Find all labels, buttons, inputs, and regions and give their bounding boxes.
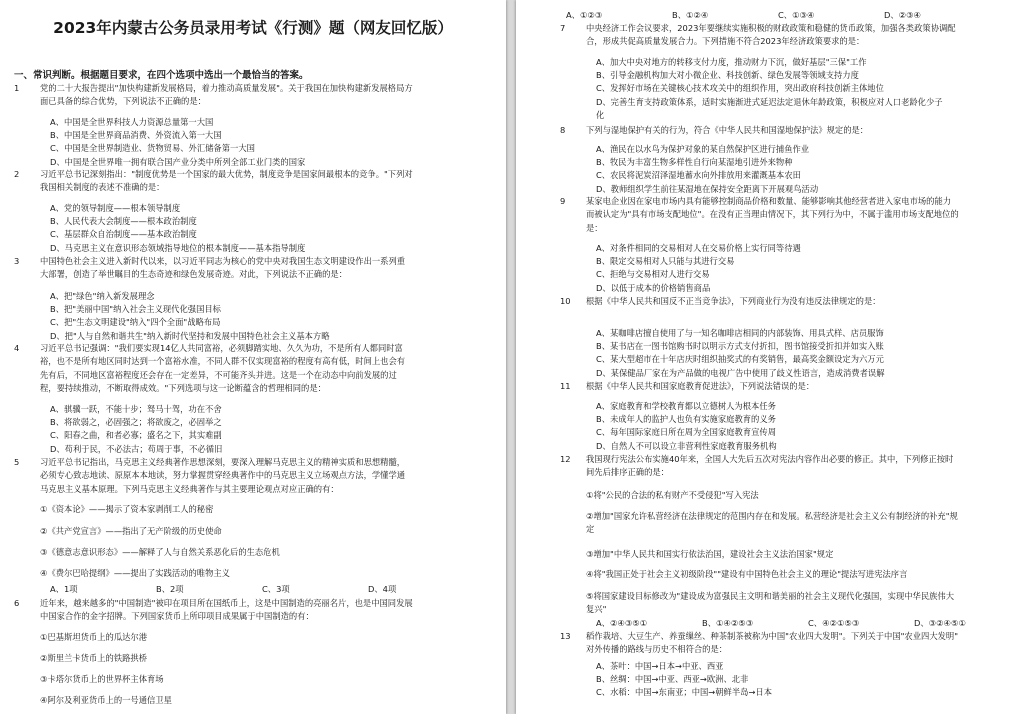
question-text-line: 对外传播的路线与历史不相符合的是： bbox=[586, 644, 728, 655]
answer-option: C、某大型超市在十年店庆时组织抽奖式的有奖销售，最高奖金额设定为六万元 bbox=[596, 354, 884, 365]
question-text-line: 先有后，不同地区富裕程度还会存在一定差异，不可能齐头并进。这是一个在动态中向前发展的过 bbox=[40, 369, 397, 380]
answer-option: B、某书店在一图书馆购书时以明示方式支付折扣，图书馆接受折扣并如实入账 bbox=[596, 341, 884, 352]
question-text-line: 习近平总书记深刻指出："制度优势是一个国家的最大优势，制度竞争是国家间最根本的竞争。"下列对 bbox=[40, 169, 413, 179]
statement-item bbox=[586, 568, 1016, 581]
statement-item bbox=[586, 590, 1016, 617]
question-text-line: 合，形成共促高质量发展合力。下列措施不符合2023年经济政策要求的是： bbox=[586, 36, 865, 47]
question-text-line: 稻作栽培、大豆生产、养蚕缫丝、种茶制茶被称为中国"农业四大发明"。下列关于中国"农业四大发明" bbox=[586, 631, 959, 641]
answer-option: B、人民代表大会制度——根本政治制度 bbox=[50, 216, 197, 227]
question-text bbox=[40, 82, 500, 109]
document-page-left bbox=[0, 0, 506, 714]
question-text-line: 下列与湿地保护有关的行为，符合《中华人民共和国湿地保护法》规定的是： bbox=[586, 125, 869, 135]
answer-option: A、对条件相同的交易相对人在交易价格上实行同等待遇 bbox=[596, 243, 801, 253]
document-page-right bbox=[516, 0, 1024, 714]
question-text-line: 面已具备的综合优势，下列说法不正确的是： bbox=[40, 96, 206, 107]
answer-option: D、自然人不可以设立非营利性家庭教育服务机构 bbox=[596, 440, 777, 451]
question-text-line: 我国相关制度的表述不准确的是： bbox=[40, 182, 165, 193]
question-text-line: 大部署，创造了举世瞩目的生态奇迹和绿色发展奇迹。对此，下列说法不正确的是： bbox=[40, 269, 347, 280]
question-number: 7 bbox=[560, 23, 566, 33]
answer-option: B、未成年人的监护人也负有实施家庭教育的义务 bbox=[596, 414, 776, 425]
answer-option: D、教师组织学生前往某湿地在保持安全距离下开展观鸟活动 bbox=[596, 183, 819, 194]
statement-item: ②《共产党宣言》——指出了无产阶级的历史使命 bbox=[40, 526, 222, 536]
answer-option: C、阳春之曲，和者必寡；盛名之下，其实难副 bbox=[50, 430, 222, 441]
question-text-line: 习近平总书记指出，马克思主义经典著作思想深刻，要深入理解马克思主义的精神实质和思想精髓， bbox=[40, 457, 406, 467]
statement-item bbox=[586, 510, 1016, 537]
question-number: 3 bbox=[14, 256, 20, 266]
statement-line: ③增加"中华人民共和国实行依法治国，建设社会主义法治国家"规定 bbox=[586, 549, 834, 559]
question-text-line: 根据《中华人民共和国家庭教育促进法》，下列说法错误的是： bbox=[586, 381, 815, 391]
answer-choices-row bbox=[50, 583, 474, 596]
answer-choice: B、2项 bbox=[156, 584, 184, 594]
statement-item: ③卡塔尔货币上的世界杯主体育场 bbox=[40, 674, 164, 684]
question-number: 13 bbox=[560, 631, 571, 641]
question-number: 10 bbox=[560, 296, 571, 306]
statement-item: ③《德意志意识形态》——解释了人与自然关系恶化后的生态危机 bbox=[40, 547, 280, 557]
answer-choice: C、①③④ bbox=[778, 10, 815, 20]
section-heading: 一、常识判断。根据题目要求，在四个选项中选出一个最恰当的答案。 bbox=[14, 70, 309, 81]
statement-line: ④将"我国正处于社会主义初级阶段""建设有中国特色社会主义的理论"提法写进宪法序言 bbox=[586, 569, 908, 579]
question-text-line: 我国现行宪法公布实施40年来，全国人大先后五次对宪法内容作出必要的修正。其中，下列修正按时 bbox=[586, 454, 954, 464]
question-text-line: 裕，也不是所有地区同时达到一个富裕水准，不同人群不仅实现富裕的程度有高有低，时间上也会有 bbox=[40, 356, 406, 367]
statement-item: ①巴基斯坦货币上的瓜达尔港 bbox=[40, 632, 148, 642]
answer-choice: D、4项 bbox=[368, 584, 397, 594]
statement-item: ①《资本论》——揭示了资本家剥削工人的秘密 bbox=[40, 504, 214, 514]
question-text-line: 习近平总书记强调："我们要实现14亿人共同富裕，必须脚踏实地、久久为功，不是所有人都同时富 bbox=[40, 343, 403, 353]
question-number: 4 bbox=[14, 343, 20, 353]
answer-option: C、发挥好市场在关键核心技术攻关中的组织作用，突出政府科技创新主体地位 bbox=[596, 83, 884, 94]
answer-option: D、某保健品厂家在为产品做的电视广告中使用了歧义性语言，造成消费者误解 bbox=[596, 367, 885, 378]
question-text bbox=[586, 124, 1016, 137]
question-text-line: 某家电企业因在家电市场内具有能够控制商品价格和数量、能够影响其他经营者进入家电市场的能力 bbox=[586, 196, 952, 206]
question-text-line: 中央经济工作会议要求，2023年要继续实施积极的财政政策和稳健的货币政策，加强各类政策协调配 bbox=[586, 23, 956, 33]
answer-choices-row bbox=[566, 9, 990, 22]
answer-option: B、中国是全世界商品消费、外资流入第一大国 bbox=[50, 130, 222, 141]
answer-choice: C、④②①⑤③ bbox=[808, 618, 860, 628]
answer-option: D、以低于成本的价格销售商品 bbox=[596, 282, 711, 293]
question-text-line: 间先后排序正确的是： bbox=[586, 467, 669, 478]
answer-choices-row bbox=[596, 617, 1020, 630]
question-number: 1 bbox=[14, 83, 20, 93]
answer-option: B、引导金融机构加大对小微企业、科技创新、绿色发展等领域支持力度 bbox=[596, 70, 859, 81]
question-number: 2 bbox=[14, 169, 20, 179]
question-text bbox=[586, 630, 1016, 657]
question-text bbox=[586, 22, 1016, 49]
question-text-line: 中国家合作的金字招牌。下列国家货币上所印项目成果属于中国制造的有： bbox=[40, 611, 314, 622]
answer-option: C、中国是全世界制造业、货物贸易、外汇储备第一大国 bbox=[50, 143, 255, 154]
question-number: 8 bbox=[560, 125, 566, 135]
statement-line: 定 bbox=[586, 524, 595, 535]
question-text bbox=[586, 295, 1016, 308]
statement-item: ④《费尔巴哈提纲》——提出了实践活动的唯物主义 bbox=[40, 568, 230, 578]
statement-line: ⑤将国家建设目标修改为"建设成为富强民主文明和谐美丽的社会主义现代化强国，实现中华民族伟大 bbox=[586, 591, 955, 601]
answer-choice: C、3项 bbox=[262, 584, 290, 594]
answer-option: A、茶叶：中国→日本→中亚、西亚 bbox=[596, 661, 724, 671]
question-text-line: 党的二十大报告提出"加快构建新发展格局，着力推动高质量发展"。关于我国在加快构建新发展格局方 bbox=[40, 83, 413, 93]
answer-option: A、把"绿色"纳入新发展理念 bbox=[50, 291, 155, 301]
answer-choice: D、②③④ bbox=[884, 10, 921, 20]
statement-line: ①将"公民的合法的私有财产不受侵犯"写入宪法 bbox=[586, 490, 759, 500]
question-number: 9 bbox=[560, 196, 566, 206]
answer-option: A、家庭教育和学校教育都以立德树人为根本任务 bbox=[596, 401, 776, 411]
question-text-line: 必须专心致志地读、原原本本地读，努力掌握贯穿经典著作中的马克思主义立场观点方法，学懂学通 bbox=[40, 470, 406, 481]
question-text-line: 是： bbox=[586, 222, 603, 233]
answer-option: D、中国是全世界唯一拥有联合国产业分类中所列全部工业门类的国家 bbox=[50, 156, 306, 167]
answer-option: A、渔民在以水鸟为保护对象的某自然保护区进行捕鱼作业 bbox=[596, 144, 810, 154]
question-number: 5 bbox=[14, 457, 20, 467]
question-number: 12 bbox=[560, 454, 571, 464]
statement-item bbox=[586, 489, 1016, 502]
answer-option: B、将欲弱之，必固强之；将欲废之，必固举之 bbox=[50, 417, 222, 428]
answer-option: B、丝绸：中国→中亚、西亚→欧洲、北非 bbox=[596, 674, 749, 685]
answer-option: C、拒绝与交易相对人进行交易 bbox=[596, 269, 710, 280]
question-text bbox=[40, 168, 500, 195]
answer-option: C、水稻：中国→东南亚；中国→朝鲜半岛→日本 bbox=[596, 687, 772, 698]
statement-item bbox=[586, 548, 1016, 561]
question-text bbox=[40, 597, 500, 624]
question-text-line: 而被认定为"具有市场支配地位"。在没有正当理由情况下，其下列行为中，不属于滥用市场支配地位的 bbox=[586, 209, 959, 220]
answer-choice: D、③②④⑤① bbox=[914, 618, 966, 628]
question-text bbox=[40, 342, 500, 395]
statement-item: ②斯里兰卡货币上的铁路拱桥 bbox=[40, 653, 148, 663]
question-text bbox=[586, 453, 1016, 480]
question-text-line: 程，要持续推动，不断取得成效。"下列选项与这一论断蕴含的哲理相同的是： bbox=[40, 382, 326, 393]
answer-option: A、党的领导制度——根本领导制度 bbox=[50, 203, 181, 213]
answer-option: D、马克思主义在意识形态领域指导地位的根本制度——基本指导制度 bbox=[50, 242, 306, 253]
answer-option: A、骐骥一跃，不能十步；驽马十驾，功在不舍 bbox=[50, 404, 222, 414]
statement-item: ④阿尔及利亚货币上的一号通信卫星 bbox=[40, 695, 172, 705]
answer-option: C、把"生态文明建设"纳入"四个全面"战略布局 bbox=[50, 317, 221, 328]
answer-option: C、基层群众自治制度——基本政治制度 bbox=[50, 229, 197, 240]
question-text-line: 近年来，越来越多的"中国制造"被印在项目所在国纸币上，这是中国制造的亮丽名片，也是中国同发展 bbox=[40, 598, 413, 608]
question-text-line: 根据《中华人民共和国反不正当竞争法》，下列商业行为没有违反法律规定的是： bbox=[586, 296, 881, 306]
answer-choice: A、②④③⑤① bbox=[596, 618, 648, 628]
question-text bbox=[40, 255, 500, 282]
answer-choice: A、1项 bbox=[50, 584, 78, 594]
answer-option: D、苟利于民，不必法古；苟周于事，不必循旧 bbox=[50, 443, 223, 454]
question-text bbox=[586, 380, 1016, 393]
answer-choice: A、①②③ bbox=[566, 10, 603, 20]
question-number: 6 bbox=[14, 598, 20, 608]
statement-line: 复兴" bbox=[586, 604, 607, 615]
question-text-line: 马克思主义基本原理。下列马克思主义经典著作与其主要理论观点对应正确的有： bbox=[40, 483, 339, 494]
answer-option: B、把"美丽中国"纳入社会主义现代化强国目标 bbox=[50, 304, 221, 315]
answer-option: B、牧民为丰富生物多样性自行向某湿地引进外来物种 bbox=[596, 157, 793, 168]
answer-option: A、中国是全世界科技人力资源总量第一大国 bbox=[50, 117, 214, 127]
question-number: 11 bbox=[560, 381, 571, 391]
answer-option: A、某咖啡店擅自使用了与一知名咖啡店相同的内部装饰、用具式样、店员服饰 bbox=[596, 328, 884, 338]
answer-choice: B、①④②⑤③ bbox=[702, 618, 754, 628]
answer-option: C、农民将泥炭沼泽湿地蓄水向外排放用来灌溉基本农田 bbox=[596, 170, 801, 181]
answer-option: A、加大中央对地方的转移支付力度，推动财力下沉，做好基层"三保"工作 bbox=[596, 57, 867, 67]
question-text bbox=[586, 195, 1016, 235]
answer-option: D、完善生育支持政策体系，适时实施渐进式延迟法定退休年龄政策，积极应对人口老龄化少子 bbox=[596, 96, 943, 107]
answer-option: 化 bbox=[596, 109, 605, 120]
answer-option: D、把"人与自然和谐共生"纳入新时代坚持和发展中国特色社会主义基本方略 bbox=[50, 330, 330, 341]
answer-option: C、每年国际家庭日所在周为全国家庭教育宣传周 bbox=[596, 427, 777, 438]
answer-choice: B、①②④ bbox=[672, 10, 709, 20]
statement-line: ②增加"国家允许私营经济在法律规定的范围内存在和发展。私营经济是社会主义公有制经济的补充"规 bbox=[586, 511, 958, 521]
question-text-line: 中国特色社会主义进入新时代以来，以习近平同志为核心的党中央对我国生态文明建设作出一系列重 bbox=[40, 256, 406, 266]
document-title: 2023年内蒙古公务员录用考试《行测》题（网友回忆版） bbox=[53, 19, 453, 37]
answer-option: B、限定交易相对人只能与其进行交易 bbox=[596, 256, 735, 267]
question-text bbox=[40, 456, 500, 496]
